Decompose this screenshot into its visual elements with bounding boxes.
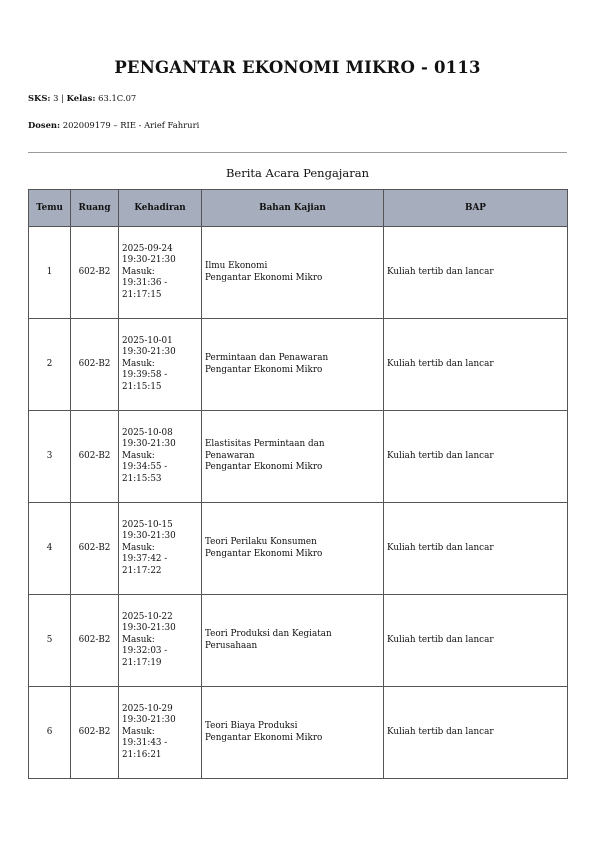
sks-value: 3	[53, 93, 59, 103]
cell-bap: Kuliah tertib dan lancar	[384, 411, 568, 503]
table-row	[29, 687, 568, 779]
kehadiran-line: 19:32:03 -	[122, 646, 168, 657]
cell-kehadiran	[119, 595, 202, 687]
bahan-kajian-line: Pengantar Ekonomi Mikro	[205, 462, 323, 473]
cell-ruang: 602-B2	[71, 687, 119, 779]
table-row	[29, 595, 568, 687]
cell-temu: 5	[29, 595, 71, 687]
header-kehadiran: Kehadiran	[119, 190, 202, 227]
bahan-kajian-line: Pengantar Ekonomi Mikro	[205, 272, 323, 283]
kehadiran-line: 19:30-21:30	[122, 715, 176, 726]
kehadiran-line: 19:30-21:30	[122, 347, 176, 358]
kehadiran-line: 2025-10-01	[122, 335, 173, 346]
lecturer-line	[28, 120, 199, 130]
kehadiran-line: 19:37:42 -	[122, 554, 168, 565]
kelas-label: Kelas:	[66, 93, 96, 103]
header-temu: Temu	[29, 190, 71, 227]
table-header-row	[29, 190, 568, 227]
header-ruang: Ruang	[71, 190, 119, 227]
kehadiran-line: 2025-09-24	[122, 243, 173, 254]
kehadiran-line: Masuk:	[122, 726, 155, 737]
cell-ruang: 602-B2	[71, 319, 119, 411]
section-title: Berita Acara Pengajaran	[225, 166, 369, 180]
bahan-kajian-line: Teori Produksi dan Kegiatan	[205, 629, 332, 639]
sks-label: SKS:	[28, 93, 51, 103]
cell-temu: 6	[29, 687, 71, 779]
kehadiran-line: 19:30-21:30	[122, 439, 176, 450]
cell-bahan-kajian	[202, 595, 384, 687]
kehadiran-line: 19:31:36 -	[122, 278, 168, 289]
cell-ruang: 602-B2	[71, 503, 119, 595]
course-meta-line	[28, 93, 136, 103]
bahan-kajian-line: Pengantar Ekonomi Mikro	[205, 732, 323, 743]
kehadiran-line: 21:15:15	[122, 381, 162, 392]
header-bap: BAP	[384, 190, 568, 227]
cell-ruang: 602-B2	[71, 411, 119, 503]
kehadiran-line: Masuk:	[122, 634, 155, 645]
page-title: PENGANTAR EKONOMI MIKRO - 0113	[114, 58, 481, 77]
bahan-kajian-line: Pengantar Ekonomi Mikro	[205, 364, 323, 375]
cell-bahan-kajian	[202, 411, 384, 503]
bap-table	[28, 189, 568, 779]
dosen-label: Dosen:	[28, 120, 61, 130]
kehadiran-line: 19:34:55 -	[122, 462, 168, 473]
kehadiran-line: 21:17:15	[122, 289, 162, 300]
bahan-kajian-line: Pengantar Ekonomi Mikro	[205, 548, 323, 559]
cell-temu: 3	[29, 411, 71, 503]
cell-bap: Kuliah tertib dan lancar	[384, 687, 568, 779]
kehadiran-line: 19:30-21:30	[122, 623, 176, 634]
kehadiran-line: 2025-10-22	[122, 611, 173, 622]
table-row	[29, 411, 568, 503]
bahan-kajian-line: Perusahaan	[205, 640, 258, 651]
cell-ruang: 602-B2	[71, 227, 119, 319]
cell-kehadiran	[119, 411, 202, 503]
cell-temu: 1	[29, 227, 71, 319]
cell-kehadiran	[119, 503, 202, 595]
cell-bap: Kuliah tertib dan lancar	[384, 503, 568, 595]
header-bahan-kajian: Bahan Kajian	[202, 190, 384, 227]
kelas-value: 63.1C.07	[98, 93, 137, 103]
cell-bap: Kuliah tertib dan lancar	[384, 227, 568, 319]
kehadiran-line: Masuk:	[122, 358, 155, 369]
cell-kehadiran	[119, 227, 202, 319]
bahan-kajian-line: Ilmu Ekonomi	[205, 261, 268, 271]
cell-kehadiran	[119, 319, 202, 411]
meta-separator: |	[58, 93, 67, 103]
kehadiran-line: Masuk:	[122, 266, 155, 277]
kehadiran-line: 21:17:22	[122, 565, 162, 576]
kehadiran-line: 21:16:21	[122, 749, 162, 760]
table-row	[29, 319, 568, 411]
kehadiran-line: 2025-10-08	[122, 427, 173, 438]
cell-kehadiran	[119, 687, 202, 779]
cell-bap: Kuliah tertib dan lancar	[384, 595, 568, 687]
kehadiran-line: 19:30-21:30	[122, 255, 176, 266]
divider	[28, 152, 567, 153]
cell-bap: Kuliah tertib dan lancar	[384, 319, 568, 411]
kehadiran-line: 21:15:53	[122, 473, 162, 484]
cell-temu: 2	[29, 319, 71, 411]
kehadiran-line: 2025-10-15	[122, 519, 173, 530]
bahan-kajian-line: Permintaan dan Penawaran	[205, 353, 329, 363]
kehadiran-line: 19:31:43 -	[122, 738, 168, 749]
bahan-kajian-line: Teori Biaya Produksi	[205, 721, 298, 731]
kehadiran-line: Masuk:	[122, 542, 155, 553]
cell-bahan-kajian	[202, 503, 384, 595]
cell-bahan-kajian	[202, 227, 384, 319]
kehadiran-line: 19:30-21:30	[122, 531, 176, 542]
table-row	[29, 503, 568, 595]
cell-bahan-kajian	[202, 319, 384, 411]
table-row	[29, 227, 568, 319]
dosen-value: 202009179 – RIE - Arief Fahruri	[62, 120, 200, 130]
bahan-kajian-line: Penawaran	[205, 450, 255, 461]
cell-bahan-kajian	[202, 687, 384, 779]
kehadiran-line: 21:17:19	[122, 657, 162, 668]
bahan-kajian-line: Teori Perilaku Konsumen	[205, 537, 317, 547]
bahan-kajian-line: Elastisitas Permintaan dan	[205, 439, 325, 450]
cell-ruang: 602-B2	[71, 595, 119, 687]
kehadiran-line: 19:39:58 -	[122, 370, 168, 381]
kehadiran-line: 2025-10-29	[122, 703, 173, 714]
cell-temu: 4	[29, 503, 71, 595]
kehadiran-line: Masuk:	[122, 450, 155, 461]
